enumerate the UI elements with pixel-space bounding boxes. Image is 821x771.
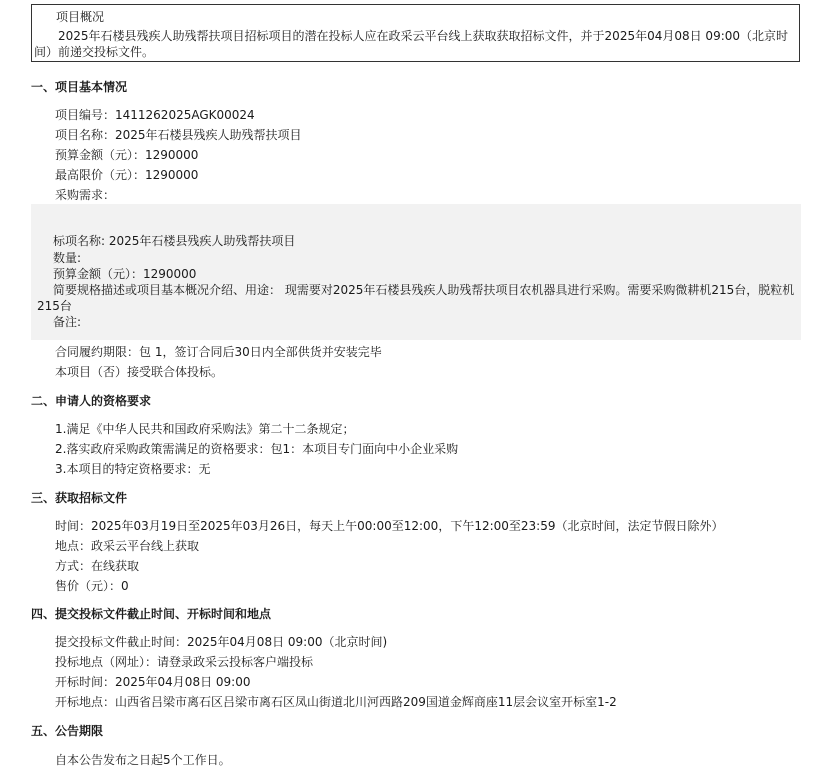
qualification-1: 1.满足《中华人民共和国政府采购法》第二十二条规定； <box>55 422 355 436</box>
project-name: 项目名称：2025年石楼县残疾人助残帮扶项目 <box>55 128 302 142</box>
project-overview-box <box>31 4 800 62</box>
lot-name: 标项名称: 2025年石楼县残疾人助残帮扶项目 <box>53 234 296 248</box>
document-price: 售价（元）：0 <box>55 579 129 593</box>
lot-quantity: 数量: <box>53 251 82 265</box>
document-method: 方式：在线获取 <box>55 559 140 573</box>
section-5-heading: 五、公告期限 <box>31 724 104 738</box>
max-price: 最高限价（元）：1290000 <box>55 168 199 182</box>
opening-time: 开标时间：2025年04月08日 09:00 <box>55 675 251 689</box>
document-time: 时间：2025年03月19日至2025年03月26日，每天上午00:00至12:00，下午12:00至23:59（北京时间，法定节假日除外） <box>55 519 724 533</box>
section-2-heading: 二、申请人的资格要求 <box>31 394 152 408</box>
opening-location: 开标地点：山西省吕梁市离石区吕梁市离石区凤山街道北川河西路209国道金辉商座11层会议室开标室1-2 <box>55 695 617 709</box>
bid-location: 投标地点（网址）：请登录政采云投标客户端投标 <box>55 655 314 669</box>
project-number: 项目编号：1411262025AGK00024 <box>55 108 255 122</box>
overview-text: 2025年石楼县残疾人助残帮扶项目招标项目的潜在投标人应在政采云平台线上获取获取招标文件，并于2025年04月08日 09:00（北京时间）前递交投标文件。 <box>34 29 789 59</box>
lot-remarks: 备注: <box>53 315 82 329</box>
overview-title: 项目概况 <box>56 10 105 24</box>
lot-description: 简要规格描述或项目基本概况介绍、用途： 现需要对2025年石楼县残疾人助残帮扶项目农机器具进行采购。需要采购微耕机215台，脱粒机215台 <box>37 283 795 313</box>
document-location: 地点：政采云平台线上获取 <box>55 539 200 553</box>
section-1-heading: 一、项目基本情况 <box>31 80 128 94</box>
lot-budget: 预算金额（元）：1290000 <box>53 267 197 281</box>
procurement-requirement-label: 采购需求： <box>55 188 116 202</box>
section-4-heading: 四、提交投标文件截止时间、开标时间和地点 <box>31 607 272 621</box>
contract-period: 合同履约期限：包 1，签订合同后30日内全部供货并安装完毕 <box>55 345 382 359</box>
joint-bid-note: 本项目（否）接受联合体投标。 <box>55 365 224 379</box>
qualification-3: 3.本项目的特定资格要求：无 <box>55 462 211 476</box>
budget-amount: 预算金额（元）：1290000 <box>55 148 199 162</box>
bid-deadline: 提交投标文件截止时间：2025年04月08日 09:00（北京时间) <box>55 635 388 649</box>
notice-period: 自本公告发布之日起5个工作日。 <box>55 753 231 767</box>
qualification-2: 2.落实政府采购政策需满足的资格要求：包1：本项目专门面向中小企业采购 <box>55 442 459 456</box>
requirement-box <box>31 204 801 340</box>
section-3-heading: 三、获取招标文件 <box>31 491 128 505</box>
